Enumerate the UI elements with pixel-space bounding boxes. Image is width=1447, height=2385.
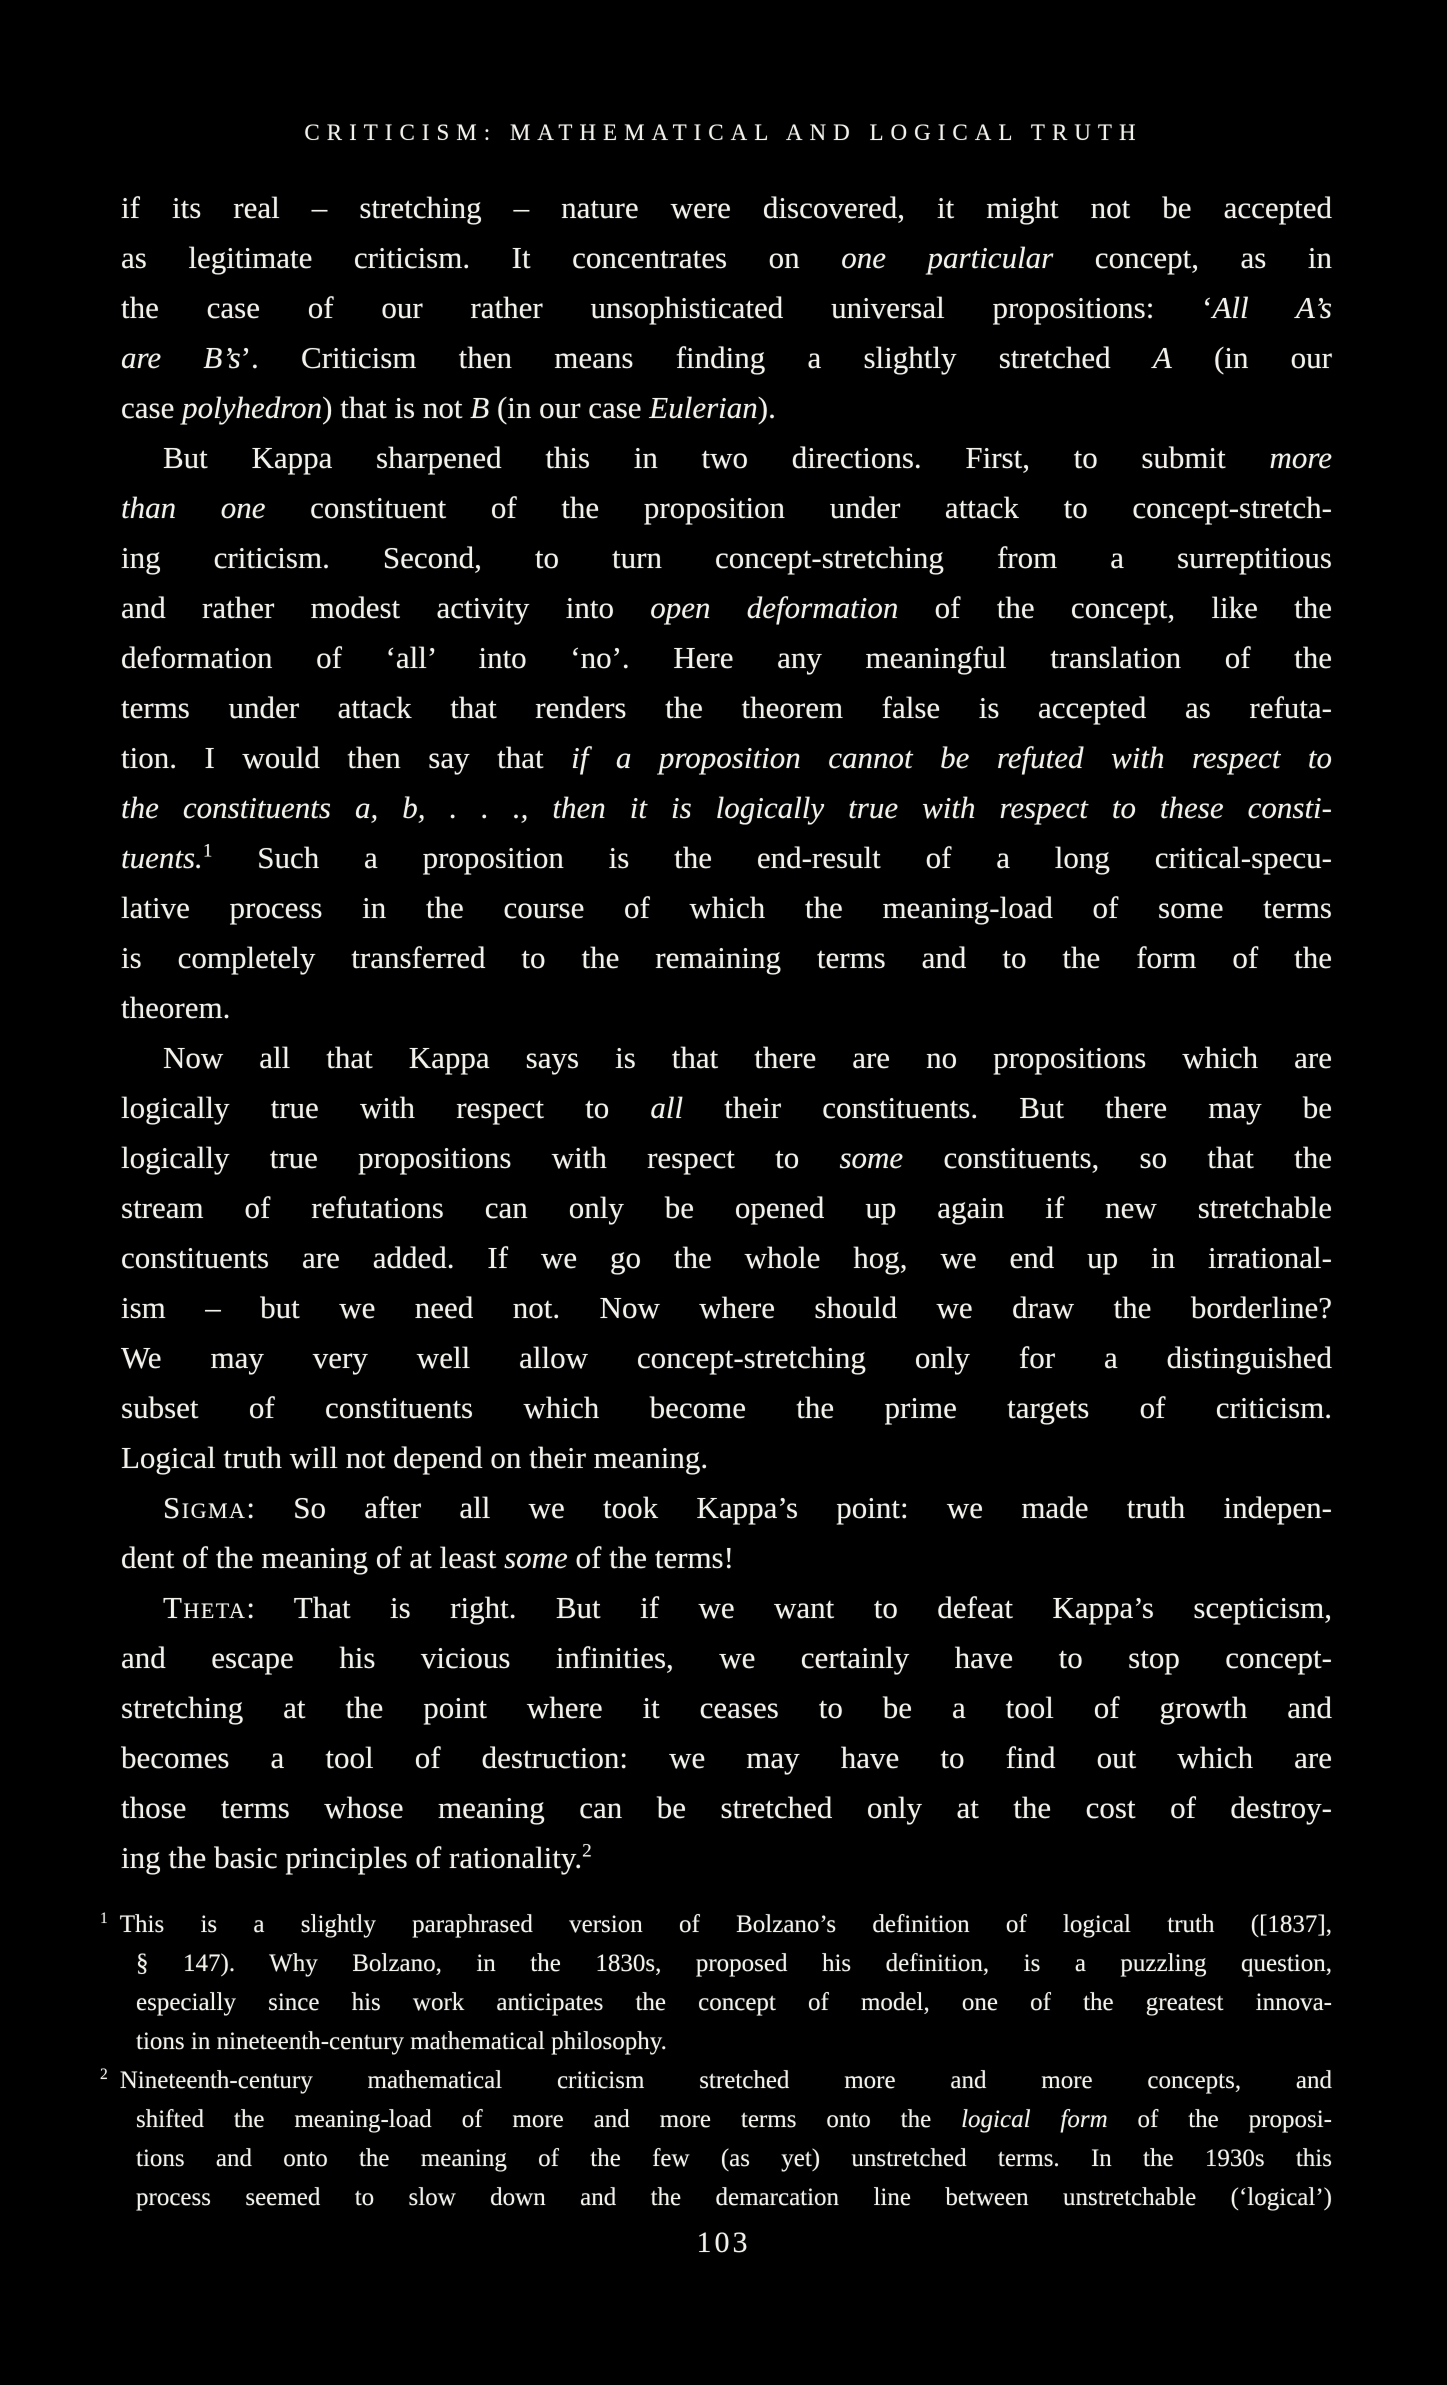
text-segment: those terms whose meaning can be stretched only at the cost of destroy- (121, 1790, 1332, 1825)
text-line (121, 1283, 1332, 1333)
body-text (121, 183, 1332, 1883)
text-line (100, 1905, 1332, 1944)
text-line (121, 683, 1332, 733)
text-segment: A (1152, 340, 1172, 375)
text-segment: Such a proposition is the end-result of a long critical-specu- (212, 840, 1332, 875)
text-line (121, 733, 1332, 783)
text-segment: Theta (163, 1590, 247, 1625)
text-line (121, 433, 1332, 483)
text-segment: their constituents. But there may be (683, 1090, 1333, 1125)
text-segment: open deformation (650, 590, 899, 625)
text-segment: (in our case (489, 390, 650, 425)
text-segment: all (650, 1090, 684, 1125)
text-line (121, 933, 1332, 983)
text-line (121, 1233, 1332, 1283)
text-segment: tions and onto the meaning of the few (as yet) unstretched terms. In the 1930s this (136, 2145, 1332, 2172)
text-segment: constituents, so that the (903, 1140, 1332, 1175)
text-line (121, 1583, 1332, 1633)
footnote-marker: 2 (100, 2065, 108, 2083)
text-line (121, 333, 1332, 383)
page-number: 103 (696, 2226, 751, 2259)
text-line (121, 1183, 1332, 1233)
text-segment: B (470, 390, 490, 425)
text-segment: and rather modest activity into (121, 590, 651, 625)
text-segment: ) that is not (322, 390, 471, 425)
text-segment: stream of refutations can only be opened up again if new stretchable (121, 1190, 1332, 1225)
text-line (121, 1433, 1332, 1483)
text-segment: dent of the meaning of at least (121, 1540, 505, 1575)
text-line (121, 1083, 1332, 1133)
text-segment: Now all that Kappa says is that there are no propositions which are (163, 1040, 1332, 1075)
text-line (100, 2061, 1332, 2100)
text-line (121, 1033, 1332, 1083)
text-segment: process seemed to slow down and the demarcation line between unstretchable (‘logical’) (136, 2184, 1332, 2211)
text-segment: especially since his work anticipates the concept of model, one of the greatest innova- (136, 1989, 1332, 2016)
text-segment: than one (121, 490, 266, 525)
text-line (121, 633, 1332, 683)
text-segment: one particular (841, 240, 1054, 275)
text-segment: § 147). Why Bolzano, in the 1830s, proposed his definition, is a puzzling question, (136, 1950, 1332, 1977)
text-line (121, 1533, 1332, 1583)
text-line (121, 583, 1332, 633)
text-line (121, 883, 1332, 933)
text-line (121, 1683, 1332, 1733)
text-line (121, 1133, 1332, 1183)
text-segment: case (121, 390, 183, 425)
text-line (100, 2139, 1332, 2178)
text-segment: logical form (961, 2106, 1108, 2133)
text-segment: constituent of the proposition under attack to concept-stretch- (265, 490, 1333, 525)
text-segment: if its real – stretching – nature were discovered, it might not be accepted (121, 190, 1332, 225)
text-segment: tuents. (121, 840, 203, 875)
text-segment: some (504, 1540, 568, 1575)
text-segment: ing the basic principles of rationality. (121, 1840, 583, 1875)
text-segment: shifted the meaning-load of more and more terms onto the (136, 2106, 962, 2133)
text-segment: ). (757, 390, 776, 425)
text-segment: logically true propositions with respect to (121, 1140, 840, 1175)
text-segment: polyhedron (182, 390, 323, 425)
text-line (121, 1333, 1332, 1383)
text-segment: is completely transferred to the remaining terms and to the form of the (121, 940, 1332, 975)
footnote-reference: 2 (582, 1840, 592, 1862)
text-line (100, 2178, 1332, 2217)
text-line (121, 1833, 1332, 1883)
text-segment: lative process in the course of which the meaning-load of some terms (121, 890, 1332, 925)
text-segment: terms under attack that renders the theorem false is accepted as refuta- (121, 690, 1332, 725)
text-line (121, 533, 1332, 583)
text-line (121, 283, 1332, 333)
text-segment: ing criticism. Second, to turn concept-stretching from a surreptitious (121, 540, 1332, 575)
text-segment: But Kappa sharpened this in two directions. First, to submit (163, 440, 1270, 475)
footnotes (100, 1905, 1332, 2217)
text-line (121, 1633, 1332, 1683)
text-segment: as legitimate criticism. It concentrates on (121, 240, 842, 275)
text-segment: ’. Criticism then means finding a slightly stretched (240, 340, 1153, 375)
text-segment: tions in nineteenth-century mathematical philosophy. (136, 2028, 667, 2055)
text-segment: some (839, 1140, 904, 1175)
text-segment: We may very well allow concept-stretching only for a distinguished (121, 1340, 1332, 1375)
text-segment: (in our (1171, 340, 1333, 375)
text-line (121, 233, 1332, 283)
text-segment: of the proposi- (1107, 2106, 1332, 2133)
running-header: CRITICISM: MATHEMATICAL AND LOGICAL TRUTH (304, 120, 1143, 145)
text-segment: Sigma (163, 1490, 247, 1525)
text-line (100, 1983, 1332, 2022)
text-line (121, 483, 1332, 533)
footnote-reference: 1 (202, 840, 213, 862)
text-segment: : That is right. But if we want to defeat Kappa’s scepticism, (246, 1590, 1332, 1625)
text-segment: the case of our rather unsophisticated universal propositions: ‘ (121, 290, 1213, 325)
text-line (121, 1383, 1332, 1433)
text-segment: This is a slightly paraphrased version of Bolzano’s definition of logical truth ([1837], (119, 1911, 1332, 1938)
text-line (121, 183, 1332, 233)
text-line (100, 1944, 1332, 1983)
text-segment: stretching at the point where it ceases to be a tool of growth and (121, 1690, 1332, 1725)
text-segment: subset of constituents which become the prime targets of criticism. (121, 1390, 1332, 1425)
text-line (121, 983, 1332, 1033)
text-segment: logically true with respect to (121, 1090, 651, 1125)
text-segment: theorem. (121, 990, 231, 1025)
text-segment: are B’s (121, 340, 241, 375)
text-segment: more (1269, 440, 1332, 475)
text-line (121, 1483, 1332, 1533)
text-line (121, 1783, 1332, 1833)
text-line (121, 1733, 1332, 1783)
text-line (121, 383, 1332, 433)
text-segment: of the terms! (567, 1540, 734, 1575)
text-segment: Nineteenth-century mathematical criticism stretched more and more concepts, and (119, 2067, 1332, 2094)
text-segment: tion. I would then say that (121, 740, 572, 775)
text-line (121, 833, 1332, 883)
text-segment: constituents are added. If we go the whole hog, we end up in irrational- (121, 1240, 1332, 1275)
text-segment: deformation of ‘all’ into ‘no’. Here any meaningful translation of the (121, 640, 1332, 675)
text-segment: Eulerian (649, 390, 758, 425)
text-segment: : So after all we took Kappa’s point: we made truth indepen- (246, 1490, 1332, 1525)
text-line (100, 2022, 1332, 2061)
text-segment: of the concept, like the (898, 590, 1333, 625)
text-segment: concept, as in (1053, 240, 1333, 275)
text-segment: and escape his vicious infinities, we certainly have to stop concept- (121, 1640, 1332, 1675)
text-line (100, 2100, 1332, 2139)
text-line (121, 783, 1332, 833)
text-segment: becomes a tool of destruction: we may have to find out which are (121, 1740, 1332, 1775)
text-segment: if a proposition cannot be refuted with respect to (571, 740, 1332, 775)
text-segment: the constituents a, b, . . ., then it is logically true with respect to these consti- (121, 790, 1332, 825)
footnote-marker: 1 (100, 1909, 108, 1927)
text-segment: All A’s (1212, 290, 1332, 325)
text-segment: Logical truth will not depend on their meaning. (121, 1440, 709, 1475)
text-segment: ism – but we need not. Now where should we draw the borderline? (121, 1290, 1332, 1325)
